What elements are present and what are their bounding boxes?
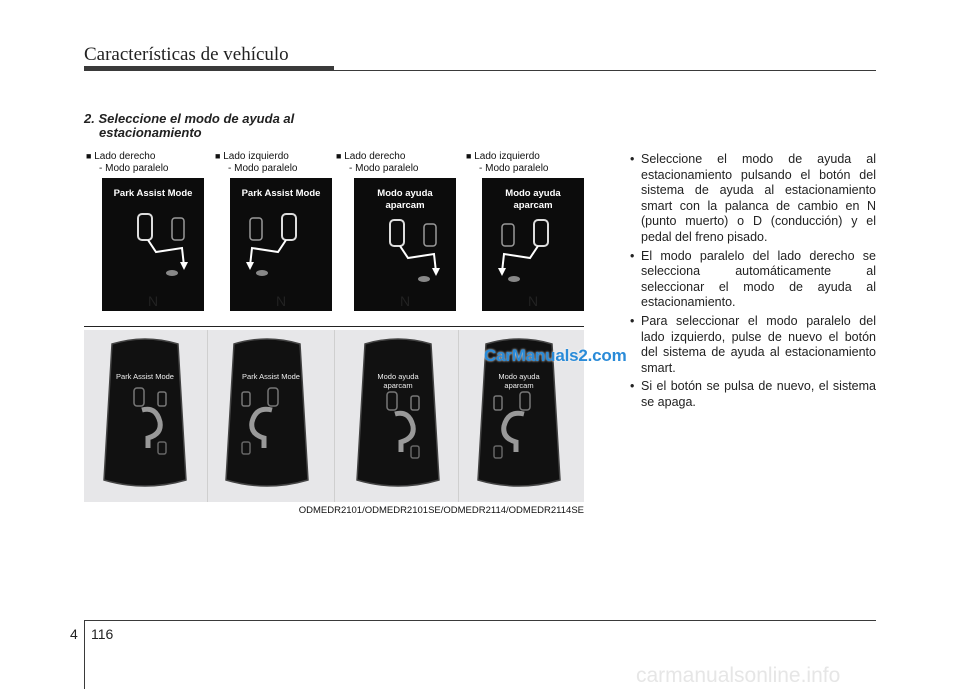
display-screen-3 — [354, 178, 456, 311]
chapter-number: 4 — [70, 626, 78, 642]
header-rule — [334, 70, 876, 71]
panel-caption-1 — [86, 150, 168, 175]
list-item: • Seleccione el modo de ayuda al estacionamiento pulsando el botón del sistema de ayuda al estacionamiento smart con la palanca de cambio en N (punto muerto) o D (conducción) y el pedal del freno pisado. — [630, 152, 876, 246]
list-item: • Si el botón se pulsa de nuevo, el sistema se apaga. — [630, 379, 876, 410]
caption-square-icon: ■ — [336, 151, 342, 161]
svg-text:N: N — [147, 293, 159, 309]
caption-square-icon: ■ — [466, 151, 472, 161]
button-title: Park Assist Mode — [116, 372, 174, 381]
display-screen-1 — [102, 178, 204, 311]
button-title: Modo ayuda aparcam — [377, 372, 419, 390]
photo-separator — [207, 330, 208, 502]
screen-title: Park Assist Mode — [241, 188, 321, 199]
footer-vertical-rule — [84, 620, 85, 689]
caption-sub: - Modo paralelo — [479, 163, 549, 174]
screen-title: Modo ayuda aparcam — [505, 188, 561, 211]
svg-text:N: N — [527, 293, 539, 309]
svg-text:N: N — [399, 293, 411, 309]
caption-sub: - Modo paralelo — [99, 163, 169, 174]
panel-caption-2 — [215, 150, 297, 175]
parking-assist-button-icon — [86, 330, 204, 502]
assist-button-photo-1 — [86, 330, 204, 502]
photo-separator — [334, 330, 335, 502]
section-heading-line1: 2. Seleccione el modo de ayuda al — [84, 111, 295, 126]
caption-square-icon: ■ — [215, 151, 221, 161]
caption-main: Lado izquierdo — [223, 151, 289, 162]
caption-square-icon: ■ — [86, 151, 92, 161]
section-heading-line2: estacionamiento — [99, 125, 202, 140]
list-item: • El modo paralelo del lado derecho se selecciona automáticamente al seleccionar el modo de ayuda al estacionamiento. — [630, 249, 876, 311]
caption-main: Lado derecho — [344, 151, 406, 162]
figure-divider — [84, 326, 584, 327]
svg-text:N: N — [275, 293, 287, 309]
display-screen-2 — [230, 178, 332, 311]
parking-assist-button-icon — [212, 330, 330, 502]
panel-caption-3 — [336, 150, 418, 175]
panel-caption-4 — [466, 150, 548, 175]
screen-title: Modo ayuda aparcam — [377, 188, 433, 211]
caption-sub: - Modo paralelo — [349, 163, 419, 174]
footer-rule — [84, 620, 876, 621]
page-number: 116 — [91, 626, 114, 642]
caption-main: Lado izquierdo — [474, 151, 540, 162]
watermark-text: CarManuals2.com — [484, 346, 627, 365]
instruction-list — [630, 152, 876, 414]
assist-button-photo-3 — [339, 330, 457, 502]
button-title: Modo ayuda aparcam — [498, 372, 540, 390]
figure-code: ODMEDR2101/ODMEDR2101SE/ODMEDR2114/ODMEDR2114SE — [298, 505, 584, 516]
assist-button-photo-2 — [212, 330, 330, 502]
photo-separator — [458, 330, 459, 502]
display-screen-4 — [482, 178, 584, 311]
list-item: • Para seleccionar el modo paralelo del lado izquierdo, pulse de nuevo el botón del sistema de ayuda al estacionamiento smart. — [630, 314, 876, 376]
caption-main: Lado derecho — [94, 151, 156, 162]
page-header-title: Características de vehículo — [84, 44, 289, 65]
button-title: Park Assist Mode — [242, 372, 300, 381]
parking-assist-button-icon — [339, 330, 457, 502]
caption-sub: - Modo paralelo — [228, 163, 298, 174]
header-accent-bar — [84, 66, 334, 71]
parking-mode-figure — [84, 148, 627, 502]
screen-title: Park Assist Mode — [113, 188, 193, 199]
site-watermark: carmanualsonline.info — [636, 664, 841, 687]
section-heading — [84, 112, 344, 140]
